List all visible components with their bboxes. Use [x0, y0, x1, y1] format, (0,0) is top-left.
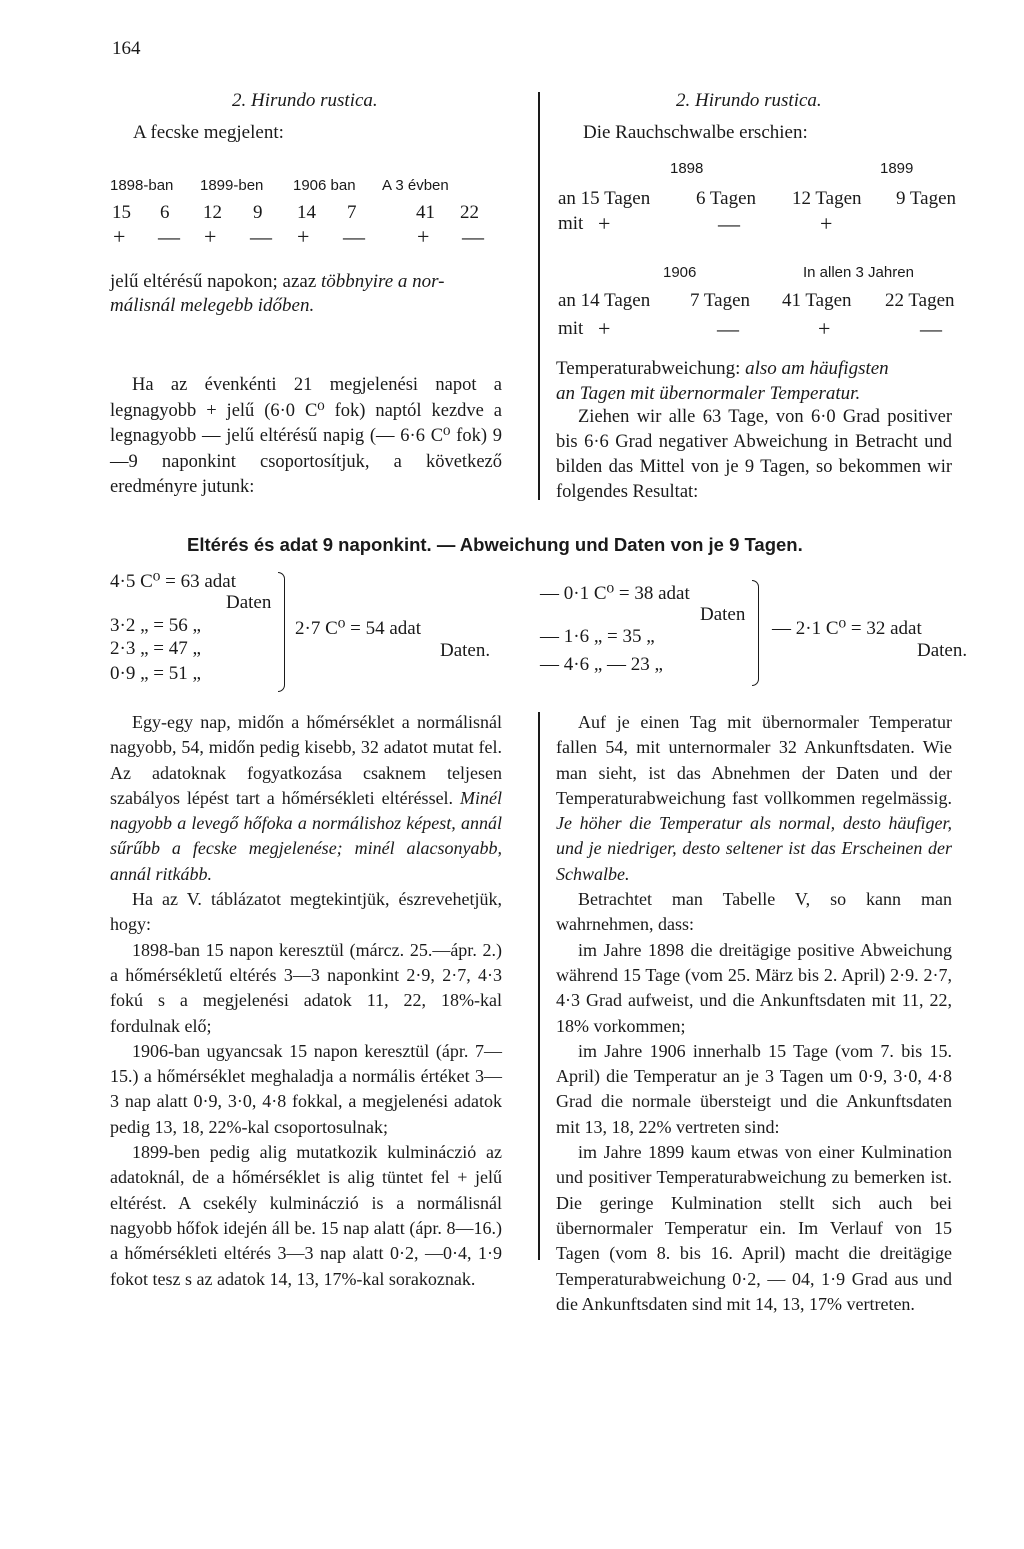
right-body: Auf je einen Tag mit übernormaler Temperatur fallen 54, mit unternormaler 32 Ankunftsdaten. Wie man sieht, ist das Abnehmen der Daten und der Temperaturabweichung fast vollkommen regelmässig. Je höher die Temperatur als normal, desto häufiger, und je niedriger, desto seltener ist das Erscheinen der Schwalbe. Betrachtet man Tabelle V, so kann man wahrnehmen, dass: im Jahre 1898 die dreitägige positive Abweichung während 15 Tage (vom 25. März bis 2. April) 2·9. 2·7, 4·3 Grad aufweist, und die Ankunftsdaten mit 11, 22, 18% vorkommen; im Jahre 1906 innerhalb 15 Tage (vom 7. bis 15. April) die Temperatur an je 3 Tagen um 0·9, 3·0, 4·8 Grad die normale übersteigt und die Ankunftsdaten mit 13, 18, 22% vertreten sind: im Jahre 1899 kaum etwas von einer Kulmination und positiver Temperaturabweichung zu bemerken ist. Die geringe Kulmination stellt sich auch bei übernormaler Temperatur ein. Im Verlauf von 15 Tagen (vom 8. bis 16. April) macht die dreitägige Temperaturabweichung 0·2, — 04, 1·9 Grad aus und die Ankunftsdaten sind mit 14, 13, 17% vertreten. [556, 712, 952, 1314]
left-sign: — [250, 224, 272, 249]
right-sign1: — [718, 211, 740, 236]
left-num: 14 [297, 202, 316, 223]
table-title: Eltérés és adat 9 naponkint. — Abweichung und Daten von je 9 Tagen. [187, 534, 803, 555]
right-row2: 22 Tagen [885, 290, 955, 311]
left-table-row: 4·5 C⁰ = 63 adat [110, 571, 236, 592]
right-row2: an 14 Tagen [558, 290, 651, 311]
right-table-row: — 1·6 „ = 35 „ [540, 626, 655, 647]
page-number: 164 [112, 38, 141, 59]
right-row1: an 15 Tagen [558, 188, 651, 209]
left-year-1906: 1906 ban [293, 177, 356, 194]
left-num: 12 [203, 202, 222, 223]
left-intro: A fecske megjelent: [133, 122, 284, 143]
right-row1: 6 Tagen [696, 188, 757, 209]
right-sign2: + [598, 316, 611, 341]
right-mit-2: mit [558, 318, 584, 339]
left-sign: + [204, 224, 217, 249]
left-body: Egy-egy nap, midőn a hőmérséklet a normálisnál nagyobb, 54, midőn pedig kisebb, 32 adatot mutat fel. Az adatoknak fogyatkozása csaknem teljesen szabályos lépést tart a hőmérsékleti eltéréssel. Minél nagyobb a levegő hőfoka a normálishoz képest, annál sűrűbb a fecske megjelenése; minél alacsonyabb, annál ritkább. Ha az V. táblázatot megtekintjük, észrevehetjük, hogy: 1898-ban 15 napon keresztül (márcz. 25.—ápr. 2.) a hőmérsékletű eltérés 3—3 naponkint 2·9, 2·7, 4·3 fokú s a megjelenési adatok 11, 22, 18%-kal fordulnak elő; 1906-ban ugyancsak 15 napon keresztül (ápr. 7—15.) a hőmérséklet meghaladja a normális értéket 3—3 nap alatt 0·9, 3·0, 4·8 fokkal, a megjelenési adatok pedig 13, 18, 22%-kal csoportosulnak; 1899-ben pedig alig mutatkozik kulminácziό az adatoknál, de a hőmérséklet is alig tüntet fel + jelű eltérést. A csekély kulmináczió is a normálisnál nagyobb hőfok idején áll be. 15 nap alatt (ápr. 8—16.) a hőmérsékleti eltérés 3—3 nap alatt 0·2, —0·4, 1·9 fokot tesz s az adatok 14, 13, 17%-kal sorakoznak. [110, 712, 502, 1289]
right-year-1898: 1898 [670, 160, 704, 177]
right-table-row: — 0·1 C⁰ = 38 adat [540, 583, 690, 604]
left-sign: + [417, 224, 430, 249]
left-table-row: 2·3 „ = 47 „ [110, 638, 201, 659]
right-row2: 41 Tagen [782, 290, 852, 311]
left-num: 7 [347, 202, 357, 223]
right-row1: 12 Tagen [792, 188, 862, 209]
right-table-result: — 2·1 C⁰ = 32 adat [772, 618, 922, 639]
left-num: 9 [253, 202, 263, 223]
left-table-result: 2·7 C⁰ = 54 adat [295, 618, 421, 639]
left-text-1: jelű eltérésű napokon; azaz többnyire a nor- málisnál melegebb időben. [110, 271, 445, 316]
right-text-2: Ziehen wir alle 63 Tage, von 6·0 Grad positiver bis 6·6 Grad negativer Abweichung in Betracht und bilden das Mittel von je 9 Tagen, so bekommen wir folgendes Resultat: [556, 407, 952, 502]
right-sign1: + [820, 211, 833, 236]
right-year-1906: 1906 [663, 264, 697, 281]
right-sign2: — [717, 316, 739, 341]
right-table-result-daten: Daten. [917, 640, 968, 661]
left-num: 41 [416, 202, 435, 223]
right-table-row: — 4·6 „ — 23 „ [540, 654, 663, 675]
right-mit-1: mit [558, 213, 584, 234]
right-intro: Die Rauchschwalbe erschien: [583, 122, 808, 143]
left-sign: + [297, 224, 310, 249]
left-sign: + [113, 224, 126, 249]
left-year-1898: 1898-ban [110, 177, 174, 194]
left-heading: 2. Hirundo rustica. [232, 90, 378, 111]
left-num: 15 [112, 202, 131, 223]
left-table-row: 0·9 „ = 51 „ [110, 663, 201, 684]
right-sign1: + [598, 211, 611, 236]
left-sign: — [462, 224, 484, 249]
right-row2: 7 Tagen [690, 290, 751, 311]
left-table-row: 3·2 „ = 56 „ [110, 615, 201, 636]
left-sign: — [343, 224, 365, 249]
left-text-2: Ha az évenkénti 21 megjelenési napot a legnagyobb + jelű (6·0 C⁰ fok) naptól kezdve a legnagyobb — jelű eltérésű napig (— 6·6 C⁰ fok) 9—9 naponkint csoportosítjuk, a következő eredményre jutunk: [110, 375, 502, 497]
right-table-daten: Daten [700, 604, 746, 625]
left-table-result-daten: Daten. [440, 640, 491, 661]
left-year-all: A 3 évben [382, 177, 449, 194]
right-year-1899: 1899 [880, 160, 914, 177]
right-year-all: In allen 3 Jahren [803, 264, 914, 281]
left-num: 6 [160, 202, 170, 223]
left-brace [278, 572, 285, 692]
column-divider-bottom [538, 712, 540, 1260]
column-divider-top [538, 92, 540, 500]
right-row1: 9 Tagen [896, 188, 957, 209]
right-text-1: Temperaturabweichung: also am häufigsten an Tagen mit übernormaler Temperatur. [556, 358, 889, 404]
left-year-1899: 1899-ben [200, 177, 264, 194]
right-heading: 2. Hirundo rustica. [676, 90, 822, 111]
left-sign: — [158, 224, 180, 249]
left-table-daten: Daten [226, 592, 272, 613]
right-brace [752, 580, 759, 686]
left-num: 22 [460, 202, 479, 223]
right-sign2: + [818, 316, 831, 341]
right-sign2: — [920, 316, 942, 341]
